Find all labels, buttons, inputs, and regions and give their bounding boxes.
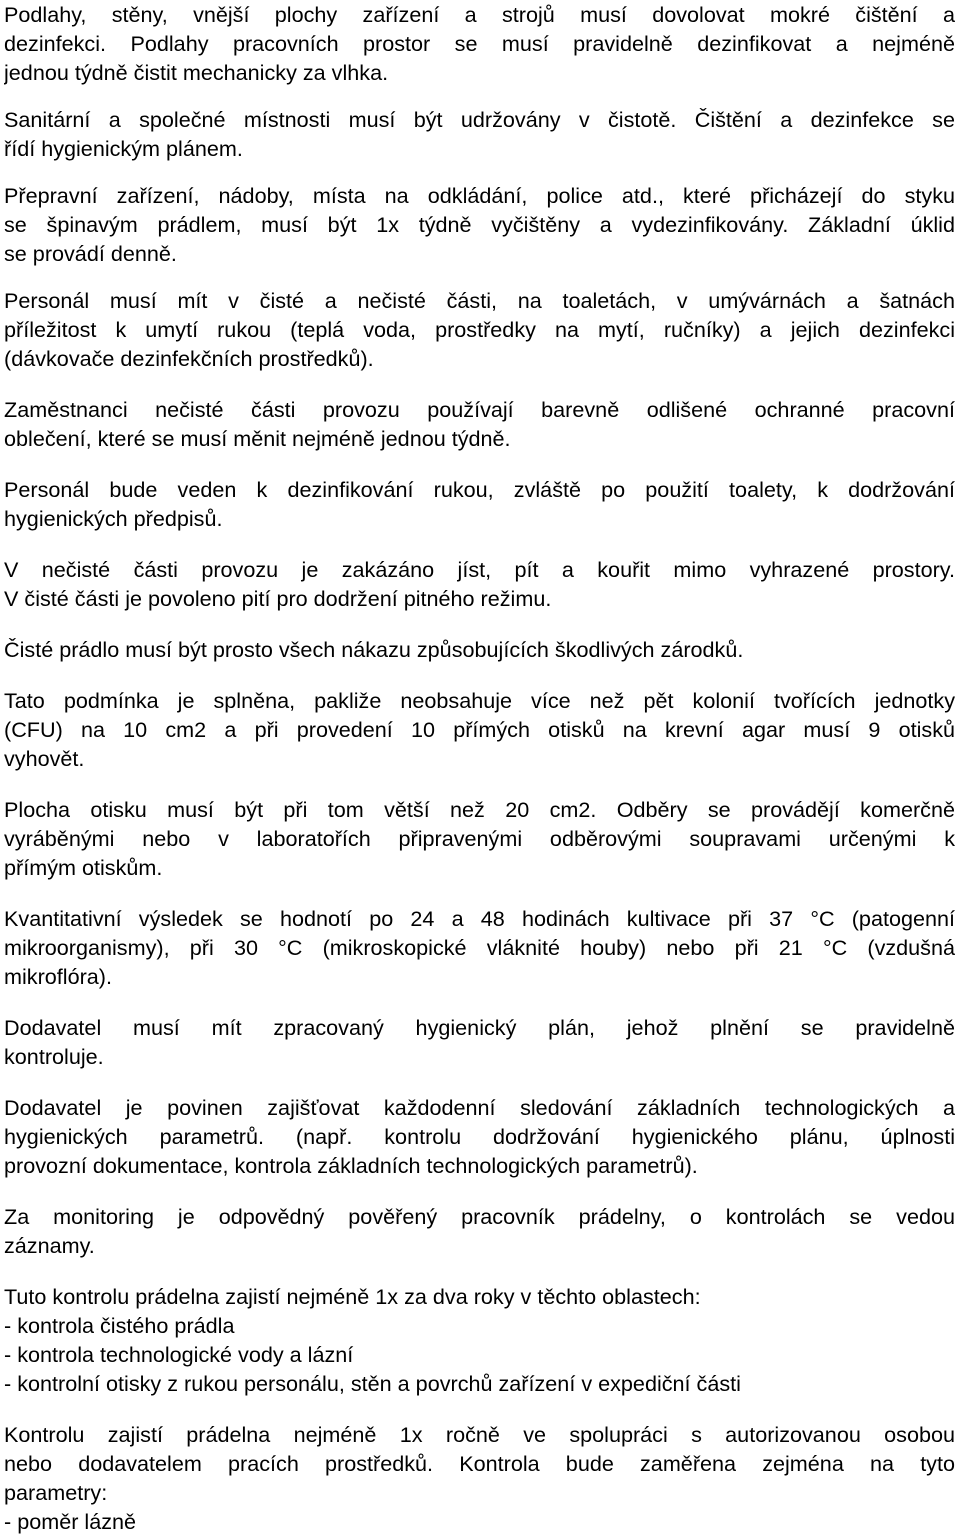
text-line: V nečisté části provozu je zakázáno jíst, pít a kouřit mimo vyhrazené prostory. (4, 557, 955, 582)
paragraph-spacer (4, 1071, 955, 1093)
text-line: oblečení, které se musí měnit nejméně jednou týdně. (4, 426, 511, 451)
text-line: provozní dokumentace, kontrola základních technologických parametrů). (4, 1153, 698, 1178)
text-line: příležitost k umytí rukou (teplá voda, prostředky na mytí, ručníky) a jejich dezinfekci (4, 317, 955, 342)
text-line: vyráběnými nebo v laboratořích připravenými odběrovými soupravami určenými k (4, 826, 955, 851)
text-line: hygienických předpisů. (4, 506, 223, 531)
text-line: mikroflóra). (4, 964, 112, 989)
text-line: Kvantitativní výsledek se hodnotí po 24 a 48 hodinách kultivace při 37 °C (patogenní (4, 906, 955, 931)
paragraph-spacer (4, 87, 955, 105)
paragraph-cfu-condition (4, 686, 955, 773)
text-line: jednou týdně čistit mechanicky za vlhka. (4, 60, 389, 85)
text-line: Personál bude veden k dezinfikování rukou, zvláště po použití toalety, k dodržování (4, 477, 955, 502)
paragraph-hand-disinfection (4, 475, 955, 533)
paragraph-quantitative-result (4, 904, 955, 991)
text-line: Personál musí mít v čisté a nečisté části, na toaletách, v umývárnách a šatnách (4, 288, 955, 313)
text-line: přímým otiskům. (4, 855, 163, 880)
paragraph-spacer (4, 373, 955, 395)
text-line: kontroluje. (4, 1044, 104, 1069)
text-line: Kontrolu zajistí prádelna nejméně 1x ročně ve spolupráci s autorizovanou osobou (4, 1422, 955, 1447)
paragraph-daily-monitoring (4, 1093, 955, 1180)
list-item: - poměr lázně (4, 1509, 137, 1534)
text-line: hygienických parametrů. (např. kontrolu dodržování hygienického plánu, úplnosti (4, 1124, 955, 1149)
text-line: V čisté části je povoleno pití pro dodržení pitného režimu. (4, 586, 552, 611)
text-line: Čisté prádlo musí být prosto všech nákazu způsobujících škodlivých zárodků. (4, 637, 744, 662)
paragraph-responsible-worker (4, 1202, 955, 1260)
text-line: se provádí denně. (4, 241, 177, 266)
paragraph-spacer (4, 1180, 955, 1202)
text-line: (dávkovače dezinfekčních prostředků). (4, 346, 374, 371)
text-line: Přepravní zařízení, nádoby, místa na odkládání, police atd., které přicházejí do styku (4, 183, 955, 208)
paragraph-spacer (4, 773, 955, 795)
text-line: Tuto kontrolu prádelna zajistí nejméně 1x za dva roky v těchto oblastech: (4, 1284, 701, 1309)
text-line: se špinavým prádlem, musí být 1x týdně vyčištěny a vydezinfikovány. Základní úklid (4, 212, 955, 237)
text-line: vyhovět. (4, 746, 85, 771)
list-item: - kontrola čistého prádla (4, 1313, 235, 1338)
paragraph-spacer (4, 163, 955, 181)
text-line: dezinfekci. Podlahy pracovních prostor se musí pravidelně dezinfikovat a nejméně (4, 31, 955, 56)
text-line: Dodavatel je povinen zajišťovat každodenní sledování základních technologických a (4, 1095, 955, 1120)
text-line: Za monitoring je odpovědný pověřený pracovník prádelny, o kontrolách se vedou (4, 1204, 955, 1229)
paragraph-control-areas (4, 1282, 955, 1398)
text-line: mikroorganismy), při 30 °C (mikroskopické vláknité houby) nebo při 21 °C (vzdušná (4, 935, 955, 960)
paragraph-spacer (4, 664, 955, 686)
text-line: záznamy. (4, 1233, 95, 1258)
paragraph-spacer (4, 991, 955, 1013)
paragraph-spacer (4, 533, 955, 555)
text-line: Plocha otisku musí být při tom větší než 20 cm2. Odběry se provádějí komerčně (4, 797, 955, 822)
paragraph-spacer (4, 268, 955, 286)
paragraph-eating-rules (4, 555, 955, 613)
text-line: (CFU) na 10 cm2 a při provedení 10 přímých otisků na krevní agar musí 9 otisků (4, 717, 955, 742)
text-line: řídí hygienickým plánem. (4, 136, 243, 161)
paragraph-transport-equipment (4, 181, 955, 268)
text-line: parametry: (4, 1480, 108, 1505)
paragraph-imprint-area (4, 795, 955, 882)
paragraph-spacer (4, 453, 955, 475)
paragraph-spacer (4, 1398, 955, 1420)
paragraph-annual-control (4, 1420, 955, 1536)
list-item: - kontrola technologické vody a lázní (4, 1342, 354, 1367)
paragraph-hygiene-plan (4, 1013, 955, 1071)
text-line: Sanitární a společné místnosti musí být udržovány v čistotě. Čištění a dezinfekce se (4, 107, 955, 132)
paragraph-sanitary-rooms (4, 105, 955, 163)
list-item: - kontrolní otisky z rukou personálu, stěn a povrchů zařízení v expediční části (4, 1371, 741, 1396)
paragraph-spacer (4, 613, 955, 635)
text-line: nebo dodavatelem pracích prostředků. Kontrola bude zaměřena zejména na tyto (4, 1451, 955, 1476)
paragraph-hand-washing (4, 286, 955, 373)
paragraph-cleaning-surfaces (4, 0, 955, 87)
text-line: Podlahy, stěny, vnější plochy zařízení a strojů musí dovolovat mokré čištění a (4, 2, 955, 27)
paragraph-spacer (4, 1260, 955, 1282)
document-page (4, 0, 955, 1536)
text-line: Zaměstnanci nečisté části provozu používají barevně odlišené ochranné pracovní (4, 397, 955, 422)
paragraph-protective-clothing (4, 395, 955, 453)
text-line: Tato podmínka je splněna, pakliže neobsahuje více než pět kolonií tvořících jednotky (4, 688, 955, 713)
paragraph-spacer (4, 882, 955, 904)
text-line: Dodavatel musí mít zpracovaný hygienický plán, jehož plnění se pravidelně (4, 1015, 955, 1040)
paragraph-clean-linen (4, 635, 955, 664)
